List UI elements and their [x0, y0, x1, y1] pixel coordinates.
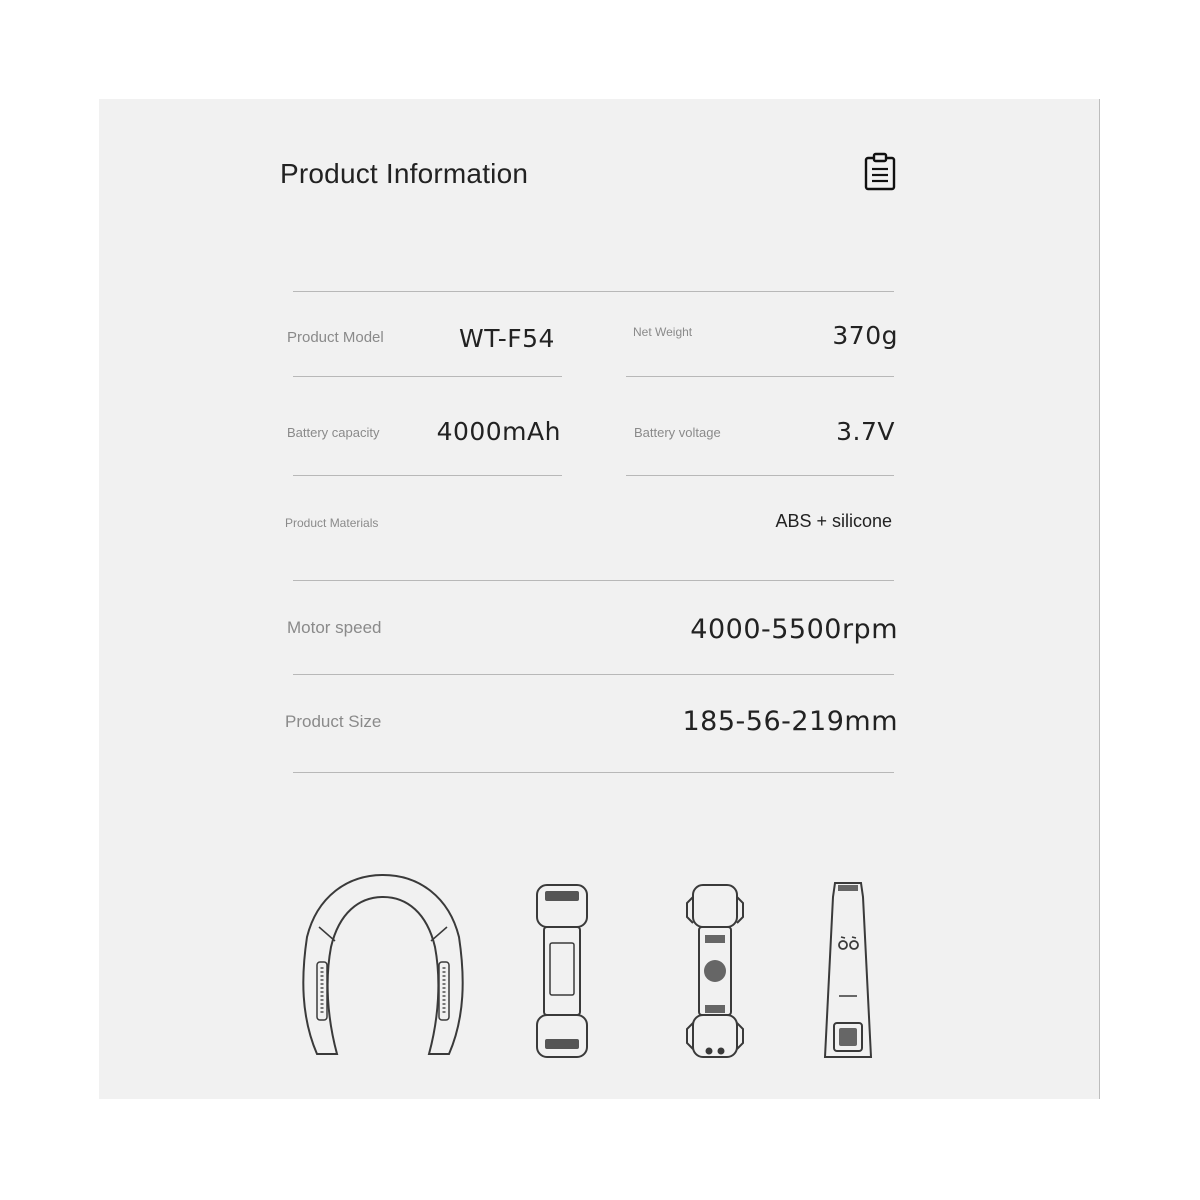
neck-fan-back-view [687, 885, 743, 1057]
net-weight-label: Net Weight [633, 325, 693, 339]
divider [293, 475, 562, 476]
product-materials-value: ABS + silicone [775, 511, 892, 531]
neck-fan-front-view [303, 875, 462, 1054]
divider [293, 291, 894, 292]
battery-capacity-label: Battery capacity [287, 425, 380, 440]
motor-speed-value: 4000-5500rpm [690, 614, 898, 645]
product-materials-label: Product Materials [285, 516, 379, 530]
product-info-panel [99, 99, 1100, 1099]
product-size-value: 185-56-219mm [682, 706, 898, 737]
battery-voltage-label: Battery voltage [634, 425, 721, 440]
divider [626, 475, 894, 476]
divider [293, 772, 894, 773]
divider [293, 376, 562, 377]
battery-capacity-value: 4000mAh [436, 417, 561, 446]
divider [293, 580, 894, 581]
divider [626, 376, 894, 377]
divider [293, 674, 894, 675]
net-weight-value: 370g [832, 321, 898, 350]
page-title: Product Information [280, 158, 529, 189]
product-model-value: WT-F54 [459, 324, 555, 353]
neck-fan-control-view [825, 883, 871, 1057]
clipboard-list-icon [863, 152, 899, 192]
battery-voltage-value: 3.7V [836, 417, 895, 446]
product-view-illustrations [289, 867, 909, 1067]
product-size-label: Product Size [285, 712, 382, 731]
product-model-label: Product Model [287, 329, 384, 346]
motor-speed-label: Motor speed [287, 618, 382, 637]
neck-fan-side-view [537, 885, 587, 1057]
